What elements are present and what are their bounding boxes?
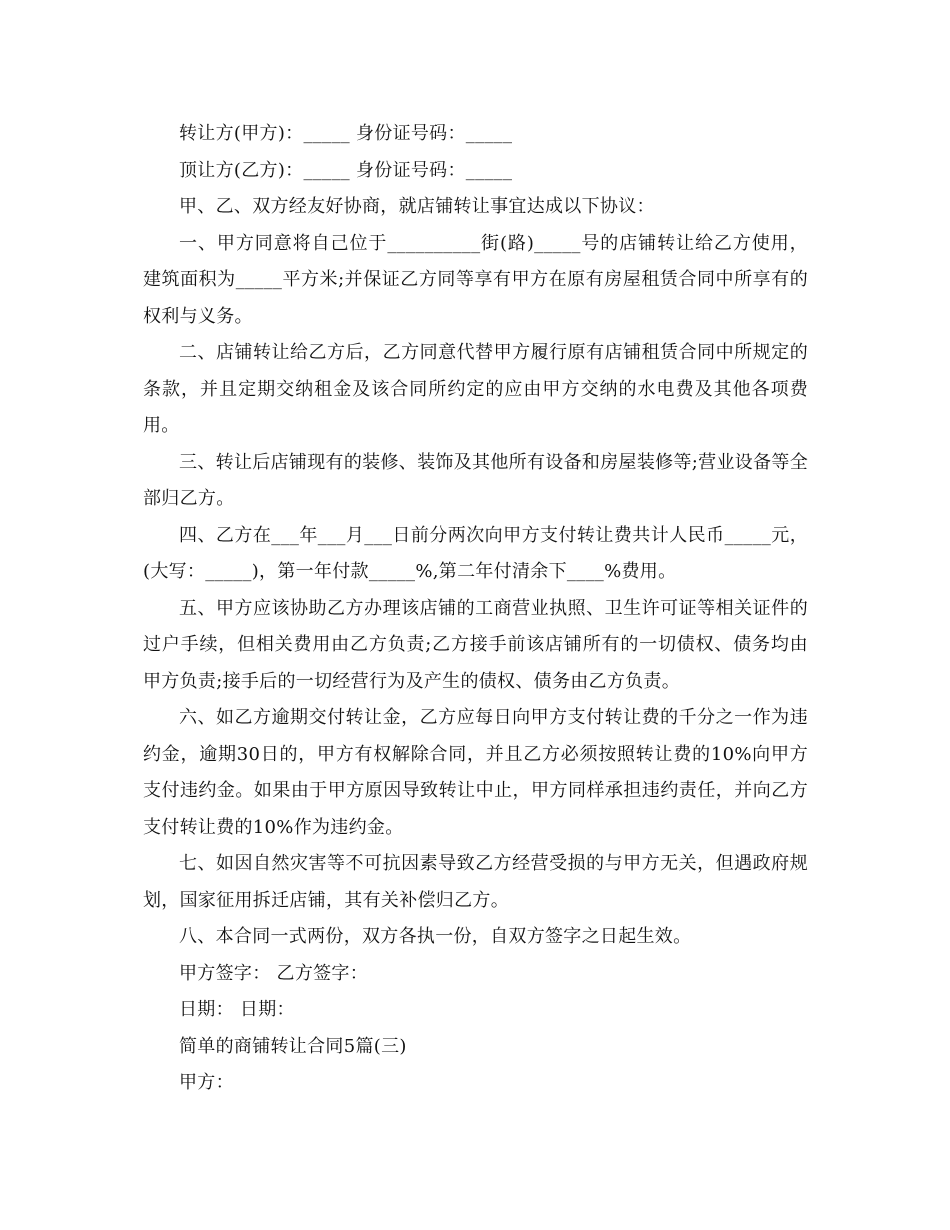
clause-1: 一、甲方同意将自己位于__________街(路)_____号的店铺转让给乙方使用，建筑面积为_____平方米;并保证乙方同等享有甲方在原有房屋租赁合同中所享有的权利与义务。 (143, 232, 808, 327)
agreement-intro: 甲、乙、双方经友好协商，就店铺转让事宜达成以下协议： (179, 196, 655, 217)
transferor-line: 转让方(甲方)：_____ 身份证号码：_____ (179, 123, 513, 144)
clause-3: 三、转让后店铺现有的装修、装饰及其他所有设备和房屋装修等;营业设备等全部归乙方。 (143, 451, 808, 509)
clause-4: 四、乙方在___年___月___日前分两次向甲方支付转让费共计人民币_____元，(大写：_____)，第一年付款_____%,第二年付清余下____%费用。 (143, 524, 808, 582)
date-line: 日期： 日期： (179, 999, 295, 1020)
document-body (143, 116, 808, 1102)
party-a-line: 甲方： (179, 1072, 234, 1093)
section-heading: 简单的商铺转让合同5篇(三) (179, 1035, 407, 1057)
clause-5: 五、甲方应该协助乙方办理该店铺的工商营业执照、卫生许可证等相关证件的过户手续，但相关费用由乙方负责;乙方接手前该店铺所有的一切债权、债务均由甲方负责;接手后的一切经营行为及产生的债权、债务由乙方负责。 (143, 597, 808, 692)
clause-6: 六、如乙方逾期交付转让金，乙方应每日向甲方支付转让费的千分之一作为违约金，逾期30日的，甲方有权解除合同，并且乙方必须按照转让费的10%向甲方支付违约金。如果由于甲方原因导致转让中止，甲方同样承担违约责任，并向乙方支付转让费的10%作为违约金。 (143, 707, 808, 838)
clause-7: 七、如因自然灾害等不可抗因素导致乙方经营受损的与甲方无关，但遇政府规划，国家征用拆迁店铺，其有关补偿归乙方。 (143, 853, 808, 911)
signature-line: 甲方签字： 乙方签字： (179, 962, 369, 984)
clause-8: 八、本合同一式两份，双方各执一份，自双方签字之日起生效。 (179, 926, 692, 947)
transferee-line: 顶让方(乙方)：_____ 身份证号码：_____ (179, 159, 513, 181)
clause-2: 二、店铺转让给乙方后，乙方同意代替甲方履行原有店铺租赁合同中所规定的条款，并且定期交纳租金及该合同所约定的应由甲方交纳的水电费及其他各项费用。 (143, 342, 808, 436)
